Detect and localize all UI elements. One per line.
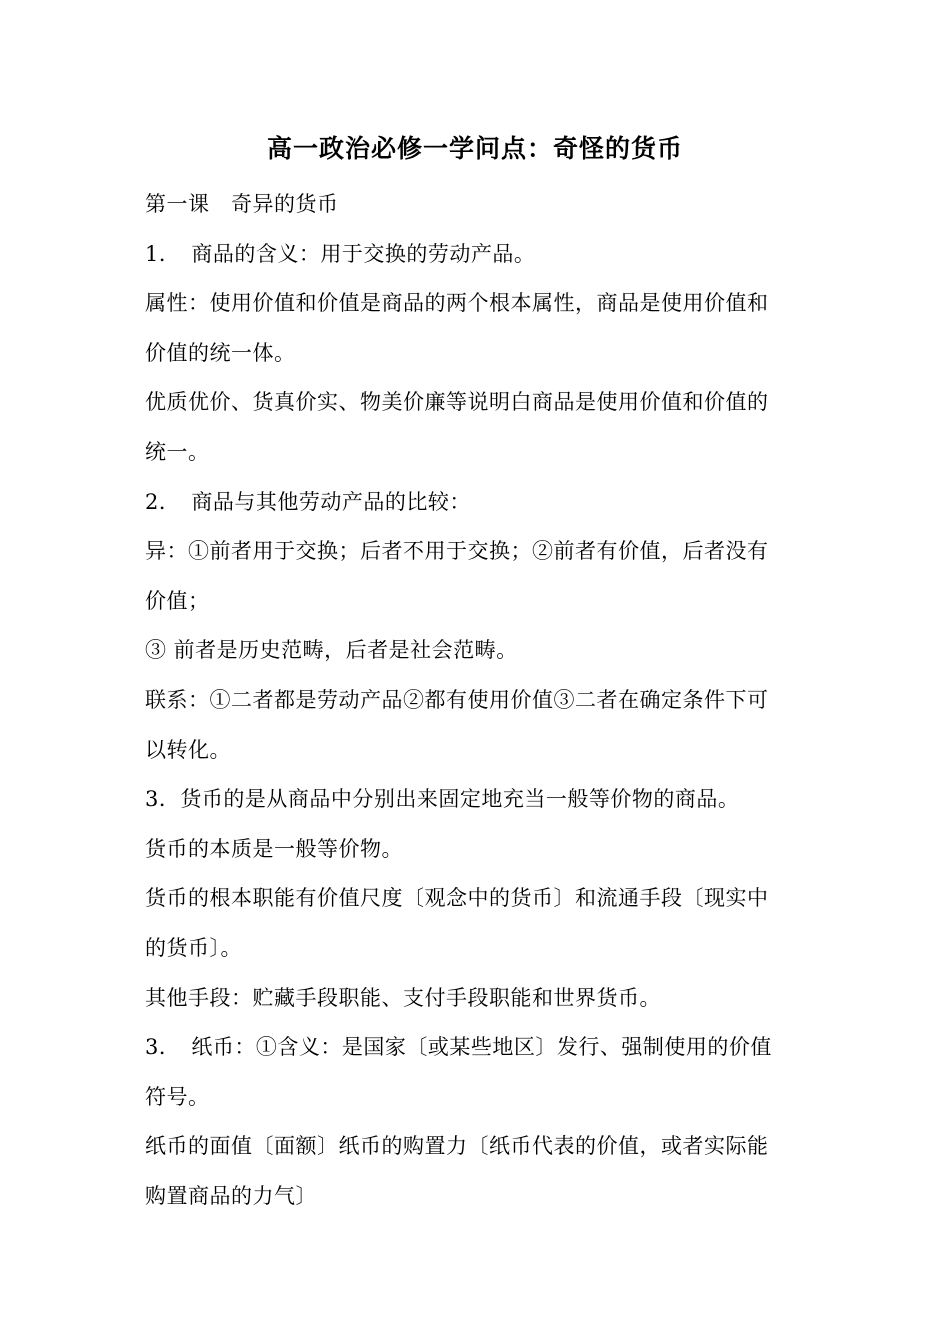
- text-line: 3． 纸币：①含义：是国家〔或某些地区〕发行、强制使用的价值: [145, 1035, 772, 1060]
- document-title: 高一政治必修一学问点：奇怪的货币: [266, 134, 683, 163]
- text-line: 的货币〕。: [145, 935, 242, 960]
- text-line: 优质优价、货真价实、物美价廉等说明白商品是使用价值和价值的: [145, 390, 769, 415]
- text-line: 以转化。: [145, 737, 231, 762]
- text-line: ③ 前者是历史范畴，后者是社会范畴。: [145, 638, 518, 663]
- document-body: [145, 180, 813, 1221]
- text-line: 2． 商品与其他劳动产品的比较：: [145, 489, 471, 514]
- text-line: 3．货币的是从商品中分别出来固定地充当一般等价物的商品。: [145, 787, 740, 812]
- text-line: 价值的统一体。: [145, 340, 296, 365]
- text-line: 1． 商品的含义：用于交换的劳动产品。: [145, 241, 536, 266]
- text-line: 货币的本质是一般等价物。: [145, 836, 403, 861]
- text-line: 价值；: [145, 588, 210, 613]
- text-line: 货币的根本职能有价值尺度〔观念中的货币〕和流通手段〔现实中: [145, 886, 769, 911]
- text-line: 联系：①二者都是劳动产品②都有使用价值③二者在确定条件下可: [145, 687, 769, 712]
- text-line: 统一。: [145, 439, 210, 464]
- text-line: 属性：使用价值和价值是商品的两个根本属性，商品是使用价值和: [145, 291, 769, 316]
- text-line: 购置商品的力气〕: [145, 1183, 317, 1208]
- text-line: 其他手段：贮藏手段职能、支付手段职能和世界货币。: [145, 985, 661, 1010]
- text-line: 符号。: [145, 1084, 210, 1109]
- text-line: 异：①前者用于交换；后者不用于交换；②前者有价值，后者没有: [145, 539, 769, 564]
- text-line: 纸币的面值〔面额〕纸币的购置力〔纸币代表的价值，或者实际能: [145, 1134, 769, 1159]
- heading-lesson-one: 第一课 奇异的货币: [145, 192, 339, 216]
